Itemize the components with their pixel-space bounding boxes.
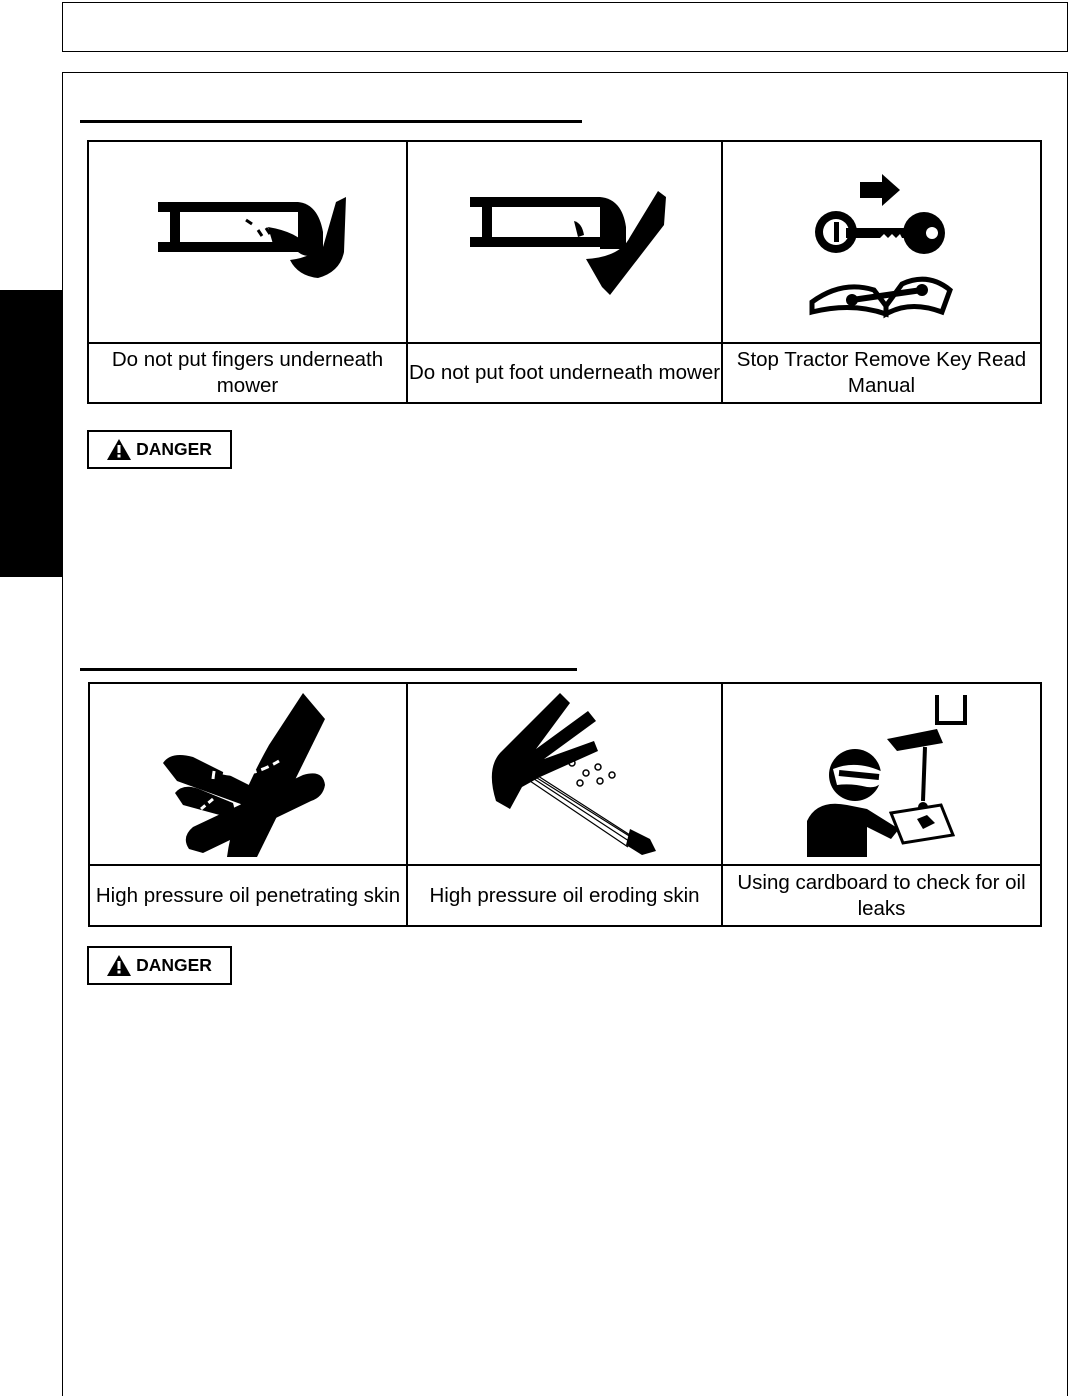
section-side-tab (0, 290, 62, 577)
warning-triangle-icon (107, 439, 131, 460)
caption-cardboard-check: Using cardboard to check for oil leaks (722, 865, 1041, 926)
caption-oil-penetrating: High pressure oil penetrating skin (89, 865, 407, 926)
pictogram-cell (407, 683, 722, 865)
caption-oil-eroding: High pressure oil eroding skin (407, 865, 722, 926)
caption-stop-tractor: Stop Tractor Remove Key Read Manual (722, 343, 1041, 403)
warning-triangle-icon (107, 955, 131, 976)
pictogram-cell (88, 141, 407, 343)
danger-badge-label: DANGER (136, 439, 212, 459)
finger-under-mower-icon (148, 192, 348, 292)
page-header-box (62, 2, 1068, 52)
stop-tractor-key-manual-icon (802, 162, 962, 322)
oil-eroding-skin-icon (470, 689, 660, 859)
pictogram-cell (722, 141, 1041, 343)
pictogram-cell (89, 683, 407, 865)
danger-badge-2 (87, 946, 232, 985)
danger-badge-1 (87, 430, 232, 469)
cardboard-leak-check-icon (787, 689, 977, 859)
section-heading-rule-2 (80, 668, 577, 671)
pictogram-cell (722, 683, 1041, 865)
section-heading-rule-1 (80, 120, 582, 123)
caption-foot-underneath: Do not put foot underneath mower (407, 343, 722, 403)
warning-pictogram-table-2 (88, 682, 1042, 927)
foot-under-mower-icon (460, 187, 670, 297)
oil-penetrating-skin-icon (153, 689, 343, 859)
pictogram-cell (407, 141, 722, 343)
warning-pictogram-table-1 (87, 140, 1042, 404)
danger-badge-label: DANGER (136, 955, 212, 975)
caption-fingers-underneath: Do not put fingers underneath mower (88, 343, 407, 403)
